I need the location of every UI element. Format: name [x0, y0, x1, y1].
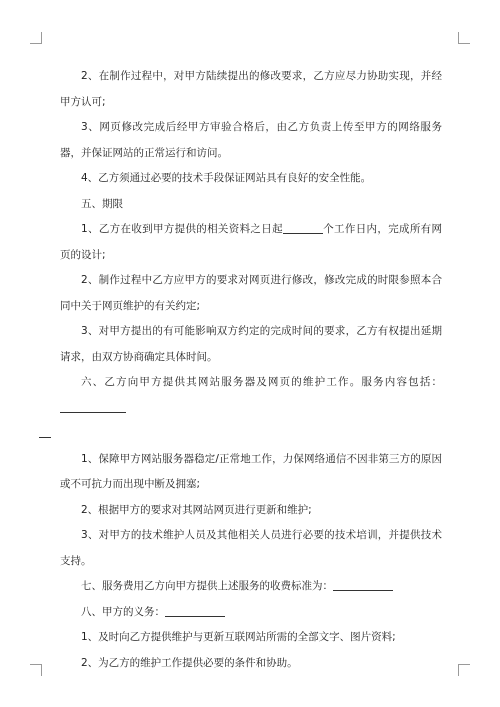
fill-blank-obligations: [165, 605, 225, 617]
paragraph-provide-conditions: 2、为乙方的维护工作提供必要的条件和协助。: [81, 656, 298, 669]
heading-section-6: [60, 370, 442, 447]
crop-mark-bottom-left: [30, 664, 42, 676]
crop-mark-bottom-right: [458, 664, 470, 676]
heading-section-7-text: 七、服务费用乙方向甲方提供上述服务的收费标准为：: [81, 580, 333, 592]
document-body: [60, 64, 442, 676]
heading-section-7: [60, 574, 442, 600]
paragraph-update-maintain: 2、根据甲方的要求对其网站网页进行更新和维护;: [81, 503, 312, 516]
heading-section-6-text: 六、乙方向甲方提供其网站服务器及网页的维护工作。服务内容包括：: [81, 376, 442, 388]
fill-blank-service-content: [60, 401, 126, 413]
paragraph-extension-request: 3、对甲方提出的有可能影响双方约定的完成时间的要求，乙方有权提出延期请求，由双方协商确定具体时间。: [60, 325, 442, 363]
heading-section-8-text: 八、甲方的义务：: [81, 605, 165, 618]
fill-blank-fee: [333, 579, 393, 591]
paragraph-revision-requests: 2、在制作过程中，对甲方陆续提出的修改要求，乙方应尽力协助实现，并经甲方认可;: [60, 70, 442, 108]
paragraph-modification-timeline: 2、制作过程中乙方应甲方的要求对网页进行修改，修改完成的时限参照本合同中关于网页维护的有关约定;: [60, 274, 442, 312]
paragraph-deadline: [60, 217, 442, 268]
crop-mark-top-left: [30, 32, 42, 44]
fill-blank-service-content-cont: [39, 426, 51, 438]
paragraph-upload-server: 3、网页修改完成后经甲方审验合格后，由乙方负责上传至甲方的网络服务器，并保证网站的正常运行和访问。: [60, 121, 442, 159]
paragraph-security: 4、乙方须通过必要的技术手段保证网站具有良好的安全性能。: [81, 172, 372, 184]
crop-mark-top-right: [458, 32, 470, 44]
paragraph-server-stability: 1、保障甲方网站服务器稳定/正常地工作，力保网络通信不因非第三方的原因或不可抗力而出现中断及拥塞;: [60, 452, 442, 490]
paragraph-training: 3、对甲方的技术维护人员及其他相关人员进行必要的技术培训，并提供技术支持。: [60, 529, 442, 567]
heading-section-8: [60, 600, 442, 626]
paragraph-deadline-end: 个工作日内，完成所有网页的设计;: [60, 223, 443, 261]
paragraph-deadline-start: 1、乙方在收到甲方提供的相关资料之日起: [81, 223, 283, 235]
heading-section-5: 五、期限: [81, 197, 123, 210]
paragraph-provide-materials: 1、及时向乙方提供维护与更新互联网站所需的全部文字、图片资料;: [81, 631, 396, 643]
fill-blank-days: [283, 222, 323, 234]
